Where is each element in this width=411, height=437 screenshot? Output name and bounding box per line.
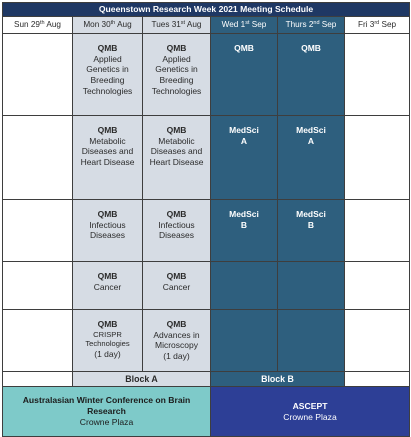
- session-content: [278, 116, 344, 146]
- conference-row: [3, 387, 410, 437]
- session-content: [143, 116, 210, 168]
- day-name: Tues 31: [151, 19, 181, 29]
- session-organizer: QMB: [166, 209, 187, 219]
- session-topic-line: Diseases and: [81, 146, 134, 157]
- session-content: [73, 262, 142, 292]
- session-topic-line: Diseases: [90, 230, 125, 241]
- empty-cell: [345, 116, 410, 200]
- session-organizer: QMB: [166, 271, 187, 281]
- session-topic-line: Applied: [93, 53, 122, 64]
- conference-ascept: [211, 387, 410, 437]
- session-cell-wed: [211, 34, 278, 116]
- session-rows: [3, 34, 410, 372]
- schedule-title: Queenstown Research Week 2021 Meeting Schedule: [3, 3, 410, 17]
- session-row: [3, 116, 410, 200]
- session-topic-line: Breeding: [90, 74, 125, 85]
- session-cell-mon: [73, 200, 143, 262]
- session-organizer: QMB: [97, 271, 118, 281]
- session-organizer: MedSci: [296, 209, 326, 219]
- day-ordinal: th: [39, 19, 45, 26]
- conference-title: Australasian Winter Conference on Brain Research: [22, 395, 191, 417]
- session-organizer: MedSci: [296, 125, 326, 135]
- day-header: [211, 17, 278, 34]
- session-topic-line: B: [307, 219, 315, 230]
- session-topic-line: Technologies: [151, 85, 202, 96]
- session-topic-line: Microscopy: [155, 340, 198, 351]
- day-name: Thurs 2: [285, 19, 314, 29]
- session-topic-line: Advances in: [153, 329, 200, 340]
- session-topic-line: Metabolic: [89, 135, 126, 146]
- block-b-label: Block B: [211, 372, 345, 387]
- day-header-row: [3, 17, 410, 34]
- session-topic-line: Genetics in: [155, 64, 198, 75]
- session-topic-line: Infectious: [89, 219, 126, 230]
- day-ordinal: st: [180, 19, 186, 26]
- day-header: [143, 17, 211, 34]
- day-ordinal: nd: [313, 19, 320, 26]
- session-topic-line: Metabolic: [158, 135, 195, 146]
- empty-cell: [345, 310, 410, 372]
- session-cell-wed: [211, 262, 278, 310]
- block-empty-cell: [345, 372, 410, 387]
- session-content: [73, 310, 142, 359]
- session-topic-line: Technologies: [82, 85, 133, 96]
- session-content: [211, 116, 277, 146]
- session-organizer: QMB: [301, 43, 321, 53]
- session-cell-thu: [278, 200, 345, 262]
- empty-cell: [345, 200, 410, 262]
- session-topic-line: Applied: [162, 53, 191, 64]
- empty-cell: [3, 310, 73, 372]
- block-a-label: Block A: [73, 372, 211, 387]
- session-content: [73, 34, 142, 96]
- empty-cell: [345, 262, 410, 310]
- session-organizer: QMB: [97, 319, 118, 329]
- session-cell-tue: [143, 310, 211, 372]
- session-cell-tue: [143, 262, 211, 310]
- session-topic-line: B: [240, 219, 248, 230]
- conference-brain-research: [3, 387, 211, 437]
- day-ordinal: rd: [374, 19, 380, 26]
- session-row: [3, 34, 410, 116]
- day-name: Sun 29: [14, 19, 40, 29]
- day-month: Aug: [185, 19, 202, 29]
- block-empty-cell: [3, 372, 73, 387]
- session-content: [211, 310, 277, 319]
- session-topic-line: A: [307, 135, 315, 146]
- day-month: Sep: [319, 19, 337, 29]
- session-cell-thu: [278, 262, 345, 310]
- session-cell-thu: [278, 34, 345, 116]
- session-content: [143, 34, 210, 96]
- session-content: [278, 200, 344, 230]
- session-organizer: MedSci: [229, 125, 259, 135]
- day-month: Sep: [379, 19, 397, 29]
- session-organizer: QMB: [166, 43, 187, 53]
- session-topic-line: Breeding: [159, 74, 194, 85]
- session-content: [211, 34, 277, 54]
- session-topic-line: A: [240, 135, 248, 146]
- day-header: [3, 17, 73, 34]
- session-topic-line: (1 day): [94, 348, 121, 359]
- session-row: [3, 200, 410, 262]
- session-organizer: QMB: [166, 125, 187, 135]
- session-organizer: QMB: [97, 43, 118, 53]
- conference-venue: Crowne Plaza: [283, 411, 337, 422]
- session-cell-mon: [73, 310, 143, 372]
- session-cell-mon: [73, 262, 143, 310]
- session-row: [3, 262, 410, 310]
- block-row: [3, 372, 410, 387]
- schedule-table: [2, 2, 410, 437]
- session-content: [73, 200, 142, 241]
- day-ordinal: st: [245, 19, 250, 26]
- session-topic-line: Infectious: [158, 219, 195, 230]
- session-organizer: QMB: [234, 43, 254, 53]
- session-cell-thu: [278, 116, 345, 200]
- session-topic-line: Diseases: [159, 230, 194, 241]
- day-header: [345, 17, 410, 34]
- session-content: [143, 262, 210, 292]
- session-topic-line: Genetics in: [86, 64, 129, 75]
- session-organizer: QMB: [166, 319, 187, 329]
- session-content: [211, 200, 277, 230]
- session-content: [278, 34, 344, 54]
- session-cell-wed: [211, 310, 278, 372]
- conference-venue: Crowne Plaza: [79, 416, 134, 427]
- empty-cell: [345, 34, 410, 116]
- day-month: Aug: [44, 19, 61, 29]
- session-topic-line: Heart Disease: [80, 156, 135, 167]
- empty-cell: [3, 262, 73, 310]
- session-content: [143, 200, 210, 241]
- day-month: Aug: [115, 19, 132, 29]
- session-content: [211, 262, 277, 271]
- day-header: [73, 17, 143, 34]
- empty-cell: [3, 116, 73, 200]
- session-row: [3, 310, 410, 372]
- session-cell-wed: [211, 200, 278, 262]
- conference-title: ASCEPT: [292, 400, 328, 411]
- empty-cell: [3, 34, 73, 116]
- session-topic-line: Cancer: [162, 281, 191, 292]
- session-topic-line: CRISPR: [93, 329, 122, 339]
- session-topic-line: Diseases and: [150, 146, 203, 157]
- session-topic-line: (1 day): [163, 350, 190, 361]
- day-month: Sep: [249, 19, 267, 29]
- day-ordinal: th: [110, 19, 116, 26]
- session-topic-line: Heart Disease: [149, 156, 204, 167]
- day-header: [278, 17, 345, 34]
- session-content: [143, 310, 210, 362]
- session-topic-line: Technologies: [85, 339, 130, 349]
- empty-cell: [3, 200, 73, 262]
- day-name: Mon 30: [83, 19, 111, 29]
- session-organizer: QMB: [97, 209, 118, 219]
- session-cell-tue: [143, 200, 211, 262]
- session-cell-wed: [211, 116, 278, 200]
- session-topic-line: Cancer: [93, 281, 122, 292]
- session-organizer: QMB: [97, 125, 118, 135]
- day-name: Fri 3: [357, 19, 375, 29]
- session-organizer: MedSci: [229, 209, 259, 219]
- session-content: [73, 116, 142, 168]
- session-cell-mon: [73, 34, 143, 116]
- session-cell-mon: [73, 116, 143, 200]
- session-cell-tue: [143, 116, 211, 200]
- day-name: Wed 1: [221, 19, 246, 29]
- session-content: [278, 310, 344, 319]
- session-cell-thu: [278, 310, 345, 372]
- session-cell-tue: [143, 34, 211, 116]
- session-content: [278, 262, 344, 271]
